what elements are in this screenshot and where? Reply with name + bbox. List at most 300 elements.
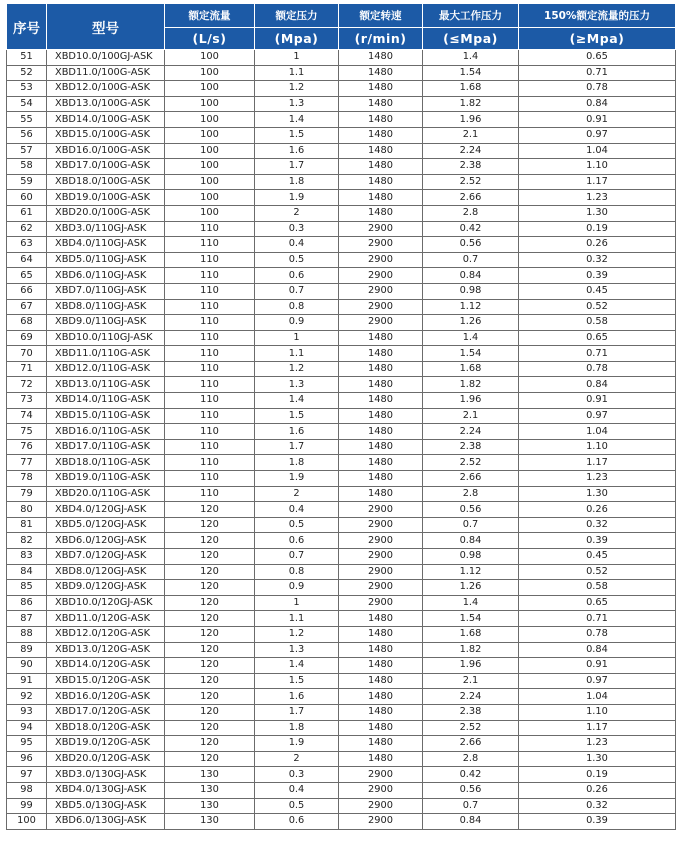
- cell-rated-pressure: 1.5: [255, 673, 339, 689]
- cell-rated-flow: 100: [165, 50, 255, 66]
- cell-rated-flow: 120: [165, 704, 255, 720]
- cell-rated-pressure: 1.1: [255, 611, 339, 627]
- cell-rated-speed: 1480: [339, 393, 423, 409]
- cell-seq: 63: [7, 237, 47, 253]
- cell-rated-speed: 1480: [339, 736, 423, 752]
- cell-model: XBD12.0/100G-ASK: [47, 81, 165, 97]
- cell-rated-speed: 1480: [339, 642, 423, 658]
- cell-150-flow-pressure: 1.04: [519, 424, 676, 440]
- cell-max-pressure: 1.82: [423, 377, 519, 393]
- table-row: [7, 814, 676, 830]
- cell-rated-speed: 1480: [339, 689, 423, 705]
- cell-rated-pressure: 0.6: [255, 814, 339, 830]
- cell-rated-flow: 100: [165, 65, 255, 81]
- cell-150-flow-pressure: 0.65: [519, 50, 676, 66]
- cell-rated-pressure: 2: [255, 751, 339, 767]
- cell-rated-flow: 110: [165, 330, 255, 346]
- cell-rated-flow: 120: [165, 689, 255, 705]
- cell-seq: 92: [7, 689, 47, 705]
- cell-rated-speed: 1480: [339, 65, 423, 81]
- cell-rated-pressure: 2: [255, 486, 339, 502]
- cell-150-flow-pressure: 0.78: [519, 81, 676, 97]
- table-row: [7, 361, 676, 377]
- table-row: [7, 96, 676, 112]
- cell-150-flow-pressure: 0.91: [519, 393, 676, 409]
- cell-rated-speed: 1480: [339, 626, 423, 642]
- table-row: [7, 408, 676, 424]
- table-row: [7, 377, 676, 393]
- cell-max-pressure: 0.7: [423, 517, 519, 533]
- table-row: [7, 455, 676, 471]
- cell-max-pressure: 2.52: [423, 720, 519, 736]
- cell-model: XBD11.0/100G-ASK: [47, 65, 165, 81]
- cell-max-pressure: 0.98: [423, 283, 519, 299]
- cell-max-pressure: 1.4: [423, 50, 519, 66]
- cell-model: XBD5.0/130GJ-ASK: [47, 798, 165, 814]
- cell-rated-pressure: 1.8: [255, 720, 339, 736]
- cell-model: XBD14.0/110G-ASK: [47, 393, 165, 409]
- cell-rated-pressure: 1.1: [255, 346, 339, 362]
- cell-150-flow-pressure: 0.97: [519, 408, 676, 424]
- cell-rated-flow: 100: [165, 174, 255, 190]
- table-row: [7, 393, 676, 409]
- table-row: [7, 268, 676, 284]
- cell-seq: 68: [7, 315, 47, 331]
- cell-150-flow-pressure: 0.39: [519, 533, 676, 549]
- cell-model: XBD19.0/100G-ASK: [47, 190, 165, 206]
- cell-rated-pressure: 1.2: [255, 626, 339, 642]
- table-row: [7, 673, 676, 689]
- table-row: [7, 315, 676, 331]
- cell-rated-pressure: 0.7: [255, 549, 339, 565]
- cell-rated-pressure: 0.5: [255, 798, 339, 814]
- cell-seq: 86: [7, 595, 47, 611]
- cell-seq: 85: [7, 580, 47, 596]
- cell-rated-flow: 120: [165, 595, 255, 611]
- table-row: [7, 330, 676, 346]
- cell-seq: 78: [7, 471, 47, 487]
- cell-model: XBD6.0/110GJ-ASK: [47, 268, 165, 284]
- cell-rated-speed: 2900: [339, 798, 423, 814]
- cell-rated-speed: 2900: [339, 564, 423, 580]
- cell-rated-flow: 110: [165, 471, 255, 487]
- cell-rated-speed: 1480: [339, 439, 423, 455]
- cell-max-pressure: 0.84: [423, 814, 519, 830]
- cell-rated-speed: 1480: [339, 704, 423, 720]
- table-row: [7, 112, 676, 128]
- cell-max-pressure: 1.26: [423, 315, 519, 331]
- cell-rated-pressure: 1: [255, 330, 339, 346]
- cell-150-flow-pressure: 0.32: [519, 517, 676, 533]
- cell-rated-flow: 120: [165, 517, 255, 533]
- cell-max-pressure: 1.68: [423, 81, 519, 97]
- cell-rated-speed: 2900: [339, 299, 423, 315]
- cell-rated-speed: 1480: [339, 673, 423, 689]
- cell-150-flow-pressure: 0.45: [519, 549, 676, 565]
- cell-150-flow-pressure: 0.91: [519, 112, 676, 128]
- cell-rated-speed: 1480: [339, 455, 423, 471]
- cell-rated-pressure: 1.8: [255, 455, 339, 471]
- cell-150-flow-pressure: 0.78: [519, 626, 676, 642]
- cell-model: XBD6.0/120GJ-ASK: [47, 533, 165, 549]
- cell-max-pressure: 1.54: [423, 65, 519, 81]
- cell-seq: 82: [7, 533, 47, 549]
- cell-rated-pressure: 1.4: [255, 393, 339, 409]
- cell-max-pressure: 0.42: [423, 767, 519, 783]
- cell-seq: 62: [7, 221, 47, 237]
- cell-rated-flow: 110: [165, 299, 255, 315]
- cell-seq: 88: [7, 626, 47, 642]
- cell-seq: 75: [7, 424, 47, 440]
- header-max-pressure: 最大工作压力: [423, 4, 519, 28]
- cell-model: XBD16.0/100G-ASK: [47, 143, 165, 159]
- cell-max-pressure: 2.38: [423, 439, 519, 455]
- cell-150-flow-pressure: 0.78: [519, 361, 676, 377]
- cell-model: XBD10.0/110GJ-ASK: [47, 330, 165, 346]
- cell-seq: 97: [7, 767, 47, 783]
- cell-rated-flow: 100: [165, 112, 255, 128]
- cell-max-pressure: 1.54: [423, 611, 519, 627]
- cell-seq: 100: [7, 814, 47, 830]
- header-seq: 序号: [7, 4, 47, 50]
- cell-150-flow-pressure: 1.10: [519, 159, 676, 175]
- cell-rated-flow: 120: [165, 502, 255, 518]
- cell-rated-pressure: 1.9: [255, 471, 339, 487]
- cell-model: XBD17.0/100G-ASK: [47, 159, 165, 175]
- cell-max-pressure: 2.24: [423, 689, 519, 705]
- cell-rated-speed: 1480: [339, 96, 423, 112]
- cell-rated-speed: 1480: [339, 50, 423, 66]
- pump-spec-table-container: [6, 3, 675, 830]
- cell-150-flow-pressure: 0.71: [519, 346, 676, 362]
- cell-150-flow-pressure: 1.04: [519, 689, 676, 705]
- cell-rated-speed: 1480: [339, 424, 423, 440]
- cell-rated-speed: 1480: [339, 346, 423, 362]
- cell-rated-speed: 1480: [339, 471, 423, 487]
- table-row: [7, 299, 676, 315]
- cell-rated-speed: 1480: [339, 127, 423, 143]
- cell-model: XBD17.0/120G-ASK: [47, 704, 165, 720]
- cell-rated-flow: 120: [165, 658, 255, 674]
- table-row: [7, 595, 676, 611]
- cell-rated-flow: 130: [165, 782, 255, 798]
- cell-max-pressure: 0.7: [423, 798, 519, 814]
- table-row: [7, 611, 676, 627]
- cell-model: XBD12.0/110G-ASK: [47, 361, 165, 377]
- cell-rated-pressure: 1.2: [255, 361, 339, 377]
- cell-rated-pressure: 1.5: [255, 408, 339, 424]
- cell-150-flow-pressure: 1.30: [519, 205, 676, 221]
- cell-seq: 70: [7, 346, 47, 362]
- cell-rated-pressure: 1.6: [255, 689, 339, 705]
- cell-seq: 98: [7, 782, 47, 798]
- cell-rated-speed: 1480: [339, 486, 423, 502]
- cell-rated-speed: 2900: [339, 502, 423, 518]
- cell-seq: 56: [7, 127, 47, 143]
- cell-rated-flow: 110: [165, 315, 255, 331]
- table-row: [7, 174, 676, 190]
- cell-model: XBD16.0/120G-ASK: [47, 689, 165, 705]
- cell-model: XBD13.0/110G-ASK: [47, 377, 165, 393]
- cell-rated-speed: 2900: [339, 221, 423, 237]
- table-row: [7, 564, 676, 580]
- cell-rated-flow: 120: [165, 673, 255, 689]
- cell-max-pressure: 1.26: [423, 580, 519, 596]
- table-row: [7, 751, 676, 767]
- cell-rated-flow: 110: [165, 237, 255, 253]
- cell-rated-speed: 2900: [339, 814, 423, 830]
- cell-150-flow-pressure: 0.71: [519, 65, 676, 81]
- table-row: [7, 642, 676, 658]
- cell-150-flow-pressure: 0.26: [519, 502, 676, 518]
- cell-max-pressure: 1.96: [423, 112, 519, 128]
- cell-model: XBD6.0/130GJ-ASK: [47, 814, 165, 830]
- table-row: [7, 424, 676, 440]
- table-row: [7, 471, 676, 487]
- cell-model: XBD20.0/110G-ASK: [47, 486, 165, 502]
- table-row: [7, 81, 676, 97]
- unit-rated-pressure: (Mpa): [255, 28, 339, 50]
- cell-rated-flow: 100: [165, 96, 255, 112]
- cell-rated-speed: 2900: [339, 533, 423, 549]
- cell-150-flow-pressure: 0.58: [519, 315, 676, 331]
- cell-max-pressure: 2.8: [423, 205, 519, 221]
- cell-rated-flow: 100: [165, 159, 255, 175]
- cell-rated-pressure: 0.8: [255, 299, 339, 315]
- cell-rated-pressure: 0.9: [255, 580, 339, 596]
- cell-rated-pressure: 1.5: [255, 127, 339, 143]
- cell-model: XBD11.0/120G-ASK: [47, 611, 165, 627]
- cell-max-pressure: 1.68: [423, 626, 519, 642]
- table-row: [7, 346, 676, 362]
- cell-rated-flow: 120: [165, 580, 255, 596]
- cell-seq: 69: [7, 330, 47, 346]
- table-row: [7, 689, 676, 705]
- cell-model: XBD9.0/110GJ-ASK: [47, 315, 165, 331]
- cell-seq: 99: [7, 798, 47, 814]
- cell-150-flow-pressure: 1.10: [519, 439, 676, 455]
- cell-max-pressure: 0.98: [423, 549, 519, 565]
- cell-seq: 72: [7, 377, 47, 393]
- cell-rated-pressure: 0.3: [255, 767, 339, 783]
- cell-150-flow-pressure: 0.45: [519, 283, 676, 299]
- cell-model: XBD13.0/100G-ASK: [47, 96, 165, 112]
- cell-150-flow-pressure: 1.04: [519, 143, 676, 159]
- cell-rated-flow: 100: [165, 81, 255, 97]
- cell-model: XBD15.0/100G-ASK: [47, 127, 165, 143]
- cell-rated-speed: 1480: [339, 751, 423, 767]
- cell-max-pressure: 1.82: [423, 96, 519, 112]
- cell-rated-flow: 110: [165, 252, 255, 268]
- cell-max-pressure: 0.84: [423, 533, 519, 549]
- cell-model: XBD9.0/120GJ-ASK: [47, 580, 165, 596]
- cell-rated-pressure: 1.9: [255, 736, 339, 752]
- table-row: [7, 549, 676, 565]
- cell-150-flow-pressure: 0.84: [519, 642, 676, 658]
- cell-seq: 53: [7, 81, 47, 97]
- cell-rated-flow: 110: [165, 268, 255, 284]
- cell-seq: 61: [7, 205, 47, 221]
- cell-rated-pressure: 0.7: [255, 283, 339, 299]
- cell-rated-flow: 110: [165, 393, 255, 409]
- cell-150-flow-pressure: 1.17: [519, 174, 676, 190]
- cell-rated-speed: 2900: [339, 283, 423, 299]
- cell-max-pressure: 2.52: [423, 455, 519, 471]
- cell-seq: 64: [7, 252, 47, 268]
- cell-150-flow-pressure: 0.39: [519, 814, 676, 830]
- cell-seq: 71: [7, 361, 47, 377]
- cell-rated-flow: 130: [165, 814, 255, 830]
- cell-model: XBD10.0/120GJ-ASK: [47, 595, 165, 611]
- cell-rated-flow: 110: [165, 221, 255, 237]
- table-row: [7, 658, 676, 674]
- table-row: [7, 439, 676, 455]
- table-row: [7, 205, 676, 221]
- cell-max-pressure: 0.56: [423, 782, 519, 798]
- cell-rated-flow: 120: [165, 720, 255, 736]
- table-row: [7, 517, 676, 533]
- table-row: [7, 626, 676, 642]
- cell-150-flow-pressure: 0.52: [519, 564, 676, 580]
- cell-rated-speed: 2900: [339, 549, 423, 565]
- cell-seq: 77: [7, 455, 47, 471]
- cell-150-flow-pressure: 1.30: [519, 751, 676, 767]
- cell-seq: 93: [7, 704, 47, 720]
- cell-model: XBD18.0/110G-ASK: [47, 455, 165, 471]
- header-rated-pressure: 额定压力: [255, 4, 339, 28]
- cell-150-flow-pressure: 1.17: [519, 720, 676, 736]
- cell-seq: 94: [7, 720, 47, 736]
- cell-max-pressure: 0.56: [423, 502, 519, 518]
- cell-seq: 74: [7, 408, 47, 424]
- table-row: [7, 65, 676, 81]
- cell-rated-pressure: 1.7: [255, 439, 339, 455]
- cell-150-flow-pressure: 0.84: [519, 377, 676, 393]
- cell-150-flow-pressure: 1.23: [519, 190, 676, 206]
- table-row: [7, 502, 676, 518]
- cell-seq: 58: [7, 159, 47, 175]
- cell-rated-flow: 130: [165, 798, 255, 814]
- cell-max-pressure: 2.1: [423, 673, 519, 689]
- cell-seq: 54: [7, 96, 47, 112]
- cell-rated-flow: 120: [165, 564, 255, 580]
- cell-rated-pressure: 1: [255, 595, 339, 611]
- cell-rated-pressure: 0.6: [255, 533, 339, 549]
- cell-rated-flow: 110: [165, 346, 255, 362]
- cell-rated-speed: 1480: [339, 143, 423, 159]
- cell-max-pressure: 1.68: [423, 361, 519, 377]
- cell-max-pressure: 0.56: [423, 237, 519, 253]
- cell-model: XBD8.0/120GJ-ASK: [47, 564, 165, 580]
- cell-max-pressure: 2.52: [423, 174, 519, 190]
- cell-rated-pressure: 0.5: [255, 252, 339, 268]
- cell-150-flow-pressure: 0.19: [519, 767, 676, 783]
- cell-rated-flow: 120: [165, 751, 255, 767]
- cell-150-flow-pressure: 0.26: [519, 237, 676, 253]
- cell-seq: 51: [7, 50, 47, 66]
- cell-rated-speed: 2900: [339, 767, 423, 783]
- cell-rated-pressure: 1.6: [255, 143, 339, 159]
- cell-seq: 52: [7, 65, 47, 81]
- table-header: [7, 4, 676, 50]
- cell-rated-pressure: 1.8: [255, 174, 339, 190]
- table-row: [7, 767, 676, 783]
- cell-rated-speed: 2900: [339, 580, 423, 596]
- cell-model: XBD12.0/120G-ASK: [47, 626, 165, 642]
- cell-rated-pressure: 1.7: [255, 704, 339, 720]
- cell-model: XBD14.0/100G-ASK: [47, 112, 165, 128]
- cell-rated-pressure: 1.9: [255, 190, 339, 206]
- cell-model: XBD4.0/130GJ-ASK: [47, 782, 165, 798]
- cell-150-flow-pressure: 0.97: [519, 673, 676, 689]
- cell-rated-flow: 110: [165, 486, 255, 502]
- cell-rated-speed: 1480: [339, 361, 423, 377]
- cell-rated-speed: 1480: [339, 205, 423, 221]
- cell-rated-speed: 2900: [339, 268, 423, 284]
- table-body: [7, 50, 676, 830]
- unit-rated-speed: (r/min): [339, 28, 423, 50]
- cell-rated-speed: 1480: [339, 174, 423, 190]
- cell-seq: 73: [7, 393, 47, 409]
- cell-rated-speed: 2900: [339, 315, 423, 331]
- cell-max-pressure: 0.7: [423, 252, 519, 268]
- cell-model: XBD10.0/100GJ-ASK: [47, 50, 165, 66]
- cell-rated-flow: 100: [165, 205, 255, 221]
- table-row: [7, 127, 676, 143]
- cell-max-pressure: 1.12: [423, 564, 519, 580]
- cell-150-flow-pressure: 1.23: [519, 736, 676, 752]
- cell-max-pressure: 1.12: [423, 299, 519, 315]
- cell-rated-flow: 120: [165, 611, 255, 627]
- cell-max-pressure: 2.66: [423, 471, 519, 487]
- cell-model: XBD15.0/120G-ASK: [47, 673, 165, 689]
- cell-model: XBD15.0/110G-ASK: [47, 408, 165, 424]
- cell-rated-speed: 1480: [339, 190, 423, 206]
- cell-max-pressure: 2.66: [423, 190, 519, 206]
- cell-model: XBD16.0/110G-ASK: [47, 424, 165, 440]
- cell-max-pressure: 2.24: [423, 143, 519, 159]
- cell-seq: 90: [7, 658, 47, 674]
- cell-seq: 57: [7, 143, 47, 159]
- cell-rated-pressure: 1.3: [255, 377, 339, 393]
- cell-rated-speed: 1480: [339, 658, 423, 674]
- table-row: [7, 533, 676, 549]
- cell-150-flow-pressure: 0.97: [519, 127, 676, 143]
- cell-seq: 79: [7, 486, 47, 502]
- cell-model: XBD7.0/110GJ-ASK: [47, 283, 165, 299]
- cell-rated-speed: 1480: [339, 611, 423, 627]
- cell-150-flow-pressure: 1.10: [519, 704, 676, 720]
- cell-seq: 60: [7, 190, 47, 206]
- cell-model: XBD3.0/130GJ-ASK: [47, 767, 165, 783]
- cell-rated-flow: 100: [165, 127, 255, 143]
- table-row: [7, 720, 676, 736]
- header-model: 型号: [47, 4, 165, 50]
- pump-spec-table: [6, 3, 676, 830]
- cell-seq: 59: [7, 174, 47, 190]
- cell-rated-pressure: 0.5: [255, 517, 339, 533]
- cell-rated-speed: 1480: [339, 408, 423, 424]
- table-row: [7, 283, 676, 299]
- cell-seq: 95: [7, 736, 47, 752]
- cell-model: XBD20.0/100G-ASK: [47, 205, 165, 221]
- cell-rated-flow: 130: [165, 767, 255, 783]
- table-row: [7, 252, 676, 268]
- cell-rated-pressure: 1.6: [255, 424, 339, 440]
- cell-seq: 83: [7, 549, 47, 565]
- cell-rated-flow: 120: [165, 736, 255, 752]
- cell-150-flow-pressure: 0.65: [519, 330, 676, 346]
